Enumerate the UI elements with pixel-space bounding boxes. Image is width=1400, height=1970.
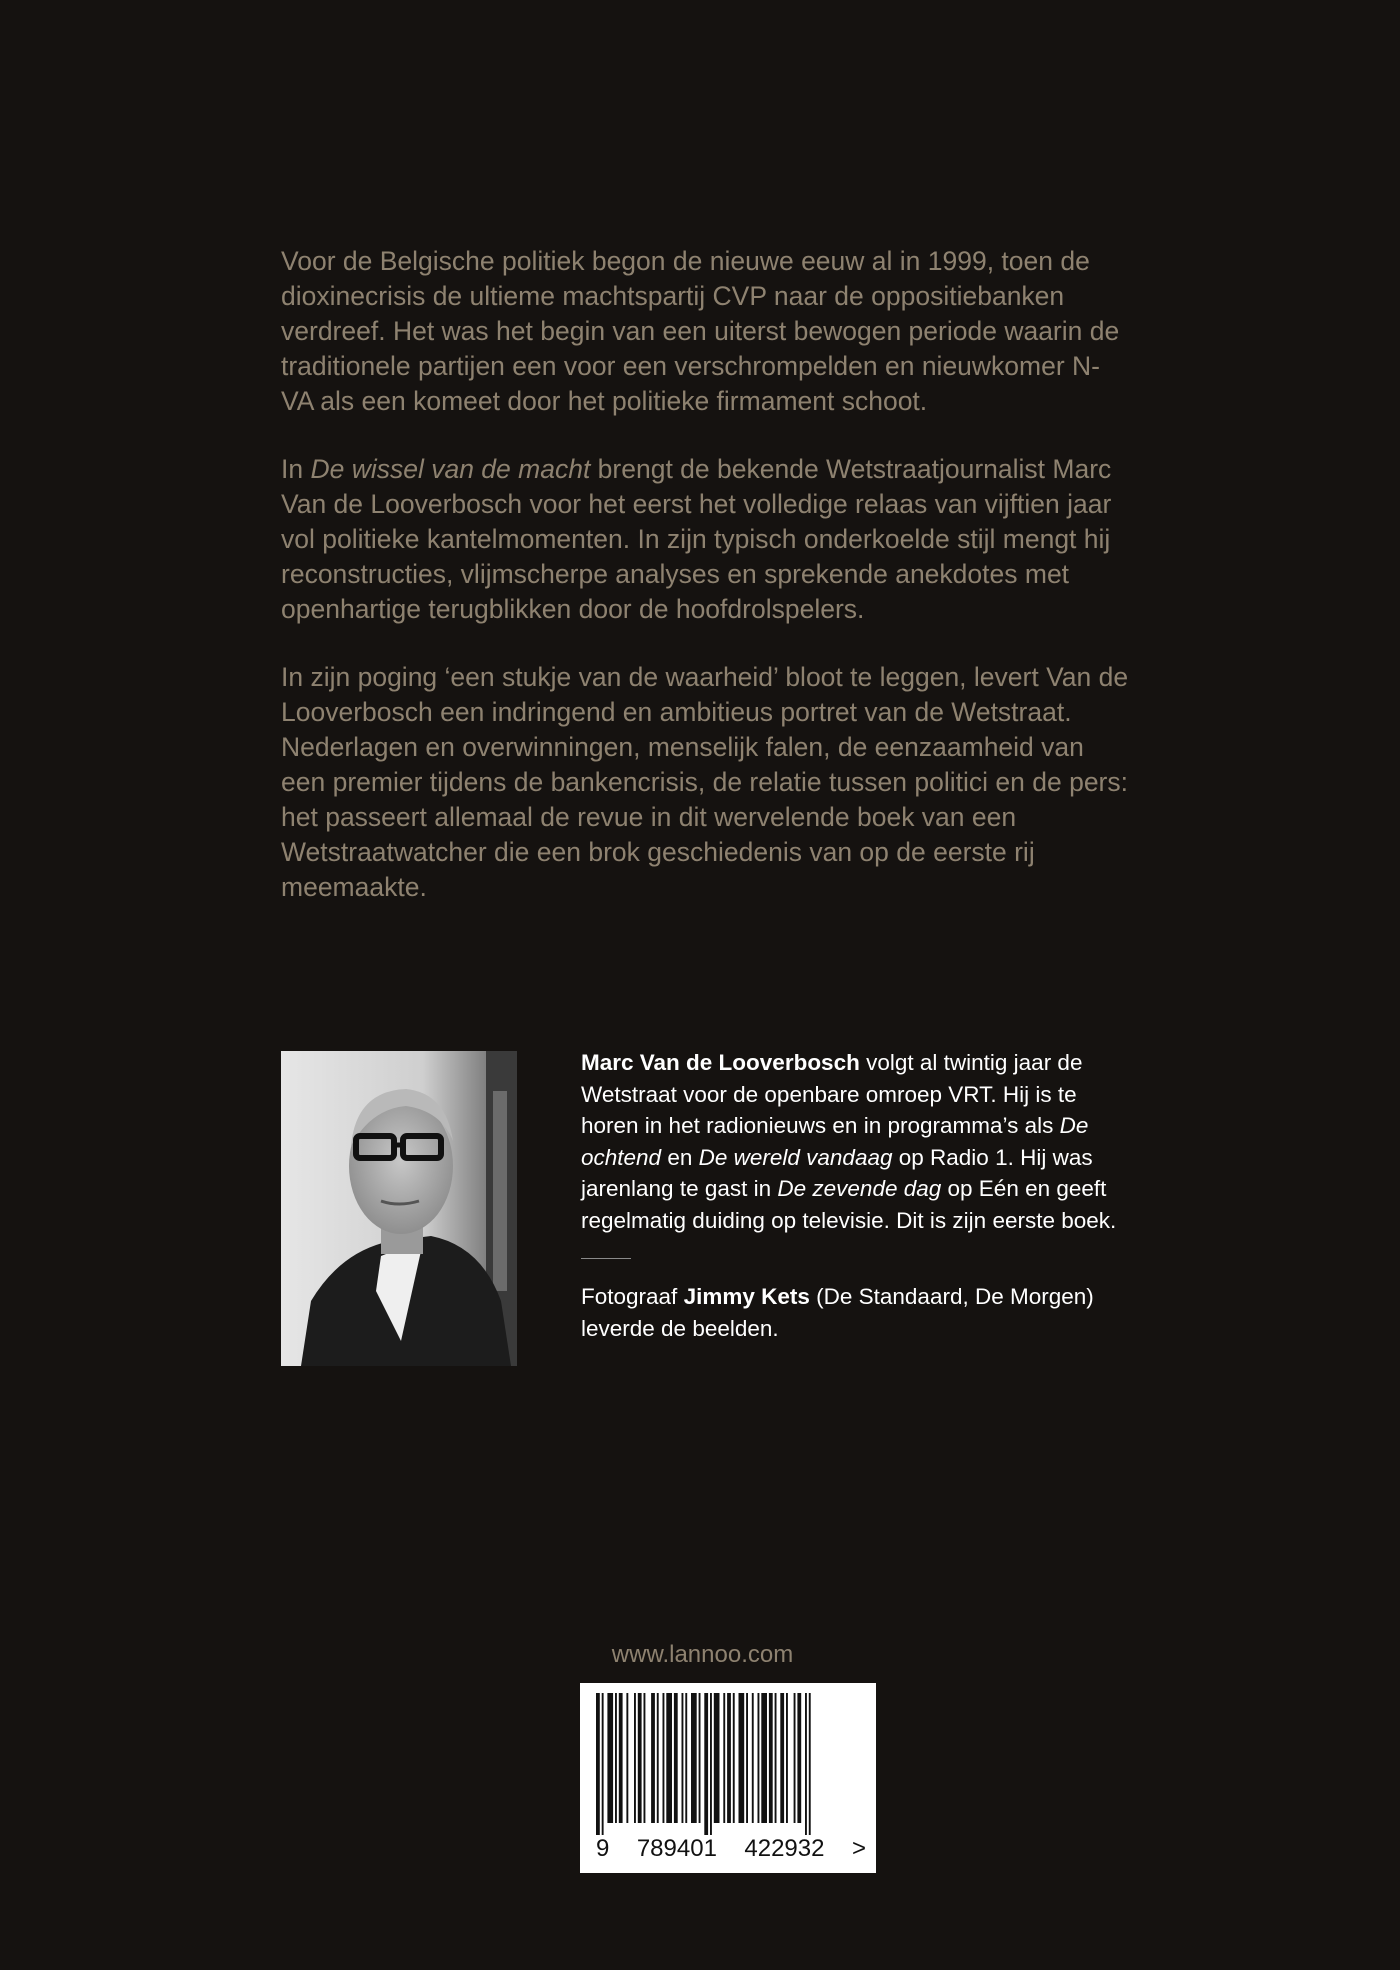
blurb-p2-start: In (281, 454, 311, 484)
isbn-digit-group: 789401 (636, 1835, 717, 1862)
bio-text-4: op Eén en geeft regelmatig duiding op televisie. Dit is zijn eerste boek. (581, 1176, 1117, 1233)
blurb-paragraph-2 (281, 452, 1131, 627)
barcode-bar (704, 1693, 708, 1835)
author-bio-text (581, 1047, 1121, 1236)
barcode-bar (626, 1693, 628, 1823)
photo-credit (581, 1281, 1121, 1344)
barcode-bar (634, 1693, 636, 1823)
show-title-2: De wereld vandaag (698, 1144, 893, 1170)
barcode-bar (761, 1693, 767, 1823)
publisher-website[interactable]: www.lannoo.com (611, 1641, 794, 1668)
book-blurb (281, 244, 1131, 938)
barcode-bar (797, 1693, 801, 1823)
barcode-bars (594, 1693, 862, 1835)
book-title: De wissel van de macht (310, 454, 591, 484)
barcode-bar (758, 1693, 760, 1823)
barcode-bar (714, 1693, 720, 1823)
credit-prefix: Fotograaf (581, 1284, 684, 1309)
barcode-bar (691, 1693, 697, 1823)
barcode-bar (809, 1693, 811, 1835)
barcode-bar (638, 1693, 642, 1823)
barcode-bar (739, 1693, 745, 1823)
barcode-bar (727, 1693, 731, 1823)
author-name: Marc Van de Looverbosch (581, 1050, 860, 1075)
isbn-barcode (580, 1683, 876, 1873)
barcode-bar (685, 1693, 687, 1823)
isbn-digit-group: 422932 (744, 1835, 825, 1862)
blurb-paragraph-1: Voor de Belgische politiek begon de nieuwe eeuw al in 1999, toen de dioxinecrisis de ultieme machtspartij CVP naar de oppositiebanken verdreef. Het was het begin van een uiterst bewogen periode waarin de traditionele partijen een voor een verschrompelden en nieuwkomer N-VA als een komeet door het politieke firmament schoot. (281, 246, 1120, 416)
barcode-bar (786, 1693, 788, 1823)
barcode-bar (733, 1693, 735, 1823)
barcode-bar (769, 1693, 773, 1823)
barcode-bar (615, 1693, 617, 1823)
barcode-bar (644, 1693, 646, 1823)
barcode-bar (619, 1693, 623, 1823)
barcode-bar (746, 1693, 748, 1823)
credit-suffix: (De Standaard, De Morgen) leverde de beelden. (581, 1284, 1094, 1341)
barcode-bar (723, 1693, 725, 1823)
isbn-digit-group: 9 (596, 1835, 610, 1862)
barcode-bar (780, 1693, 784, 1823)
show-title-1: De ochtend (581, 1113, 1089, 1170)
barcode-bar (794, 1693, 796, 1823)
bio-text-1: volgt al twintig jaar de Wetstraat voor de openbare omroep VRT. Hij is te horen in het radionieuws en in programma’s als (581, 1050, 1083, 1138)
barcode-bar (710, 1693, 712, 1835)
blurb-paragraph-3: In zijn poging ‘een stukje van de waarheid’ bloot te leggen, levert Van de Looverbosch een indringend en ambitieus portret van de Wetstraat. Nederlagen en overwinningen, menselijk falen, de eenzaamheid van een premier tijdens de bankencrisis, de relatie tussen politici en de pers: het passeert allemaal de revue in dit wervelende boek van een Wetstraatwatcher die een brok geschiedenis van op de eerste rij meemaakte. (281, 662, 1129, 902)
photographer-name: Jimmy Kets (683, 1284, 810, 1309)
blurb-p2-rest: brengt de bekende Wetstraatjournalist Marc Van de Looverbosch voor het eerst het volledige relaas van vijftien jaar vol politieke kantelmomenten. In zijn typisch onderkoelde stijl mengt hij reconstructies, vlijmscherpe analyses en sprekende anekdotes met openhartige terugblikken door de hoofdrolspelers. (281, 454, 1112, 624)
barcode-bar (682, 1693, 684, 1823)
isbn-digit-group: > (851, 1835, 866, 1862)
barcode-bar (699, 1693, 701, 1823)
show-title-3: De zevende dag (777, 1176, 942, 1201)
barcode-bar (657, 1693, 659, 1823)
barcode-bar (666, 1693, 672, 1823)
isbn-number (596, 1835, 866, 1863)
author-bio (581, 1047, 1121, 1344)
barcode-bar (596, 1693, 600, 1835)
barcode-bar (752, 1693, 754, 1823)
barcode-bar (602, 1693, 604, 1835)
bio-text-3: op Radio 1. Hij was jarenlang te gast in (581, 1144, 1093, 1201)
author-photo (281, 1051, 517, 1366)
barcode-bar (805, 1693, 807, 1835)
barcode-bar (607, 1693, 613, 1823)
barcode-bar (775, 1693, 777, 1823)
barcode-bar (663, 1693, 665, 1823)
barcode-bar (651, 1693, 655, 1823)
divider (581, 1258, 631, 1259)
barcode-bar (674, 1693, 678, 1823)
bio-text-2: en (661, 1144, 699, 1170)
